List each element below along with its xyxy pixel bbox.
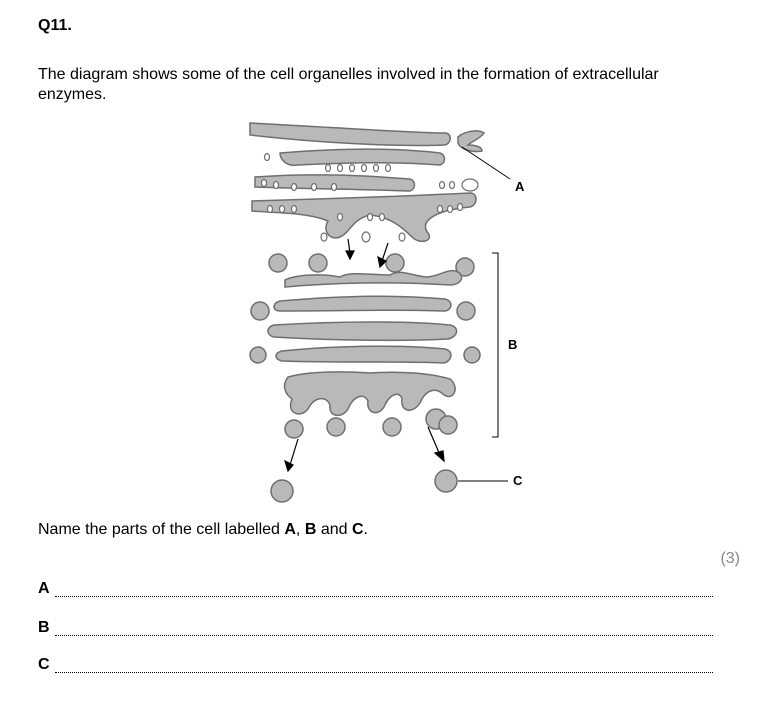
label-a: A <box>515 179 525 194</box>
instruction-prefix: Name the parts of the cell labelled <box>38 521 285 538</box>
instruction-sep: , <box>295 521 305 538</box>
label-b: B <box>508 337 518 352</box>
instruction-label-c: C <box>351 521 364 538</box>
cell-organelles-diagram <box>240 115 560 505</box>
answer-row-a[interactable] <box>38 580 713 600</box>
golgi-apparatus <box>268 254 474 415</box>
instruction-suffix: . <box>363 521 368 538</box>
answer-label: B <box>38 619 50 636</box>
answer-row-c[interactable] <box>38 656 713 676</box>
question-number: Q11. <box>38 17 72 34</box>
er-edge-fragment <box>458 131 484 152</box>
rough-er-cisterna-2 <box>280 149 445 165</box>
answer-line[interactable] <box>55 635 713 636</box>
instruction-sep: and <box>316 521 352 538</box>
answer-label: A <box>38 580 50 597</box>
answer-line[interactable] <box>55 672 713 673</box>
answer-label: C <box>38 656 50 673</box>
label-c: C <box>513 473 523 488</box>
rough-er-cisterna-1 <box>250 123 450 146</box>
answer-row-b[interactable] <box>38 619 713 639</box>
instruction-text <box>38 521 368 539</box>
question-stem: The diagram shows some of the cell organelles involved in the formation of extracellular enzymes. <box>38 66 659 103</box>
answer-line[interactable] <box>55 596 713 597</box>
marks-indicator: (3) <box>720 550 740 567</box>
instruction-label-a: A <box>284 521 296 538</box>
instruction-label-b: B <box>304 521 317 538</box>
